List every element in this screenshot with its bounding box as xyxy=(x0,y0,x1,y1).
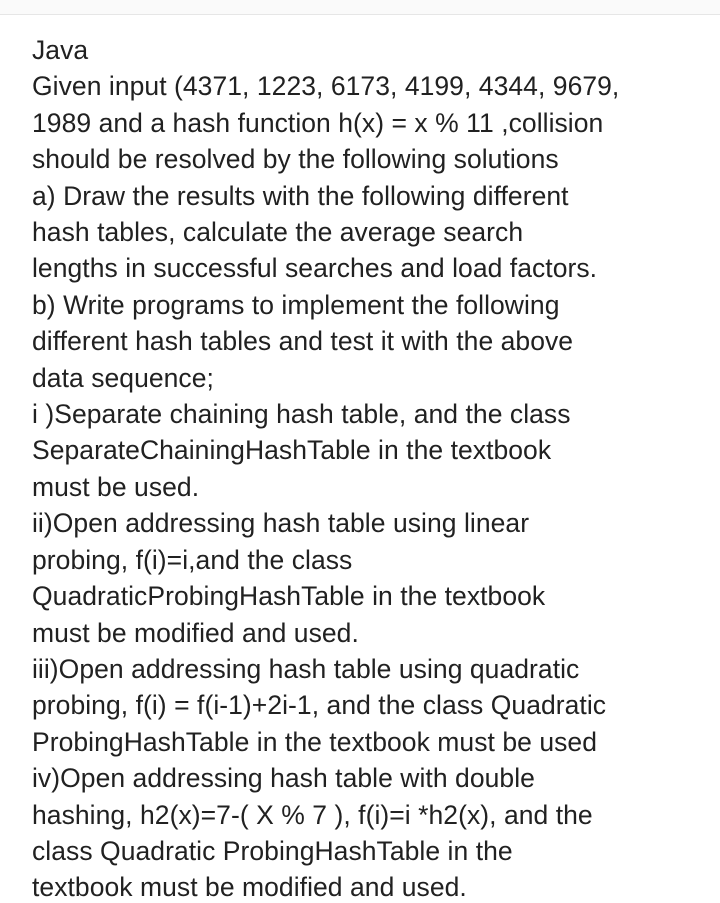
text-line: textbook must be modified and used. xyxy=(32,872,467,903)
text-line-part-a: a) Draw the results with the following different xyxy=(32,180,569,211)
text-line: QuadraticProbingHashTable in the textbook xyxy=(32,581,546,612)
text-line: SeparateChainingHashTable in the textbook xyxy=(32,435,552,466)
text-line: hashing, h2(x)=7-( X % 7 ), f(i)=i *h2(x), and the xyxy=(32,799,593,830)
text-line: must be modified and used. xyxy=(32,617,359,648)
text-line: class Quadratic ProbingHashTable in the xyxy=(32,835,513,866)
text-line-item-iv: iv)Open addressing hash table with double xyxy=(32,763,535,794)
text-line: data sequence; xyxy=(32,362,214,393)
text-line: 1989 and a hash function h(x) = x % 11 ,collision xyxy=(32,107,604,138)
text-line-item-iii: iii)Open addressing hash table using quadratic xyxy=(32,653,580,684)
text-line: should be resolved by the following solutions xyxy=(32,144,559,175)
text-line-part-b: b) Write programs to implement the following xyxy=(32,289,560,320)
text-line: different hash tables and test it with the above xyxy=(32,326,574,357)
text-line: lengths in successful searches and load factors. xyxy=(32,253,598,284)
text-line-item-i: i )Separate chaining hash table, and the class xyxy=(32,399,571,430)
text-line: probing, f(i)=i,and the class xyxy=(32,544,353,575)
text-line: hash tables, calculate the average search xyxy=(32,217,524,248)
text-line: must be used. xyxy=(32,471,200,502)
text-line: probing, f(i) = f(i-1)+2i-1, and the class Quadratic xyxy=(32,690,607,721)
text-line: ProbingHashTable in the textbook must be used xyxy=(32,726,597,757)
question-text xyxy=(32,32,702,903)
top-bar xyxy=(0,0,720,15)
text-line-item-ii: ii)Open addressing hash table using linear xyxy=(32,508,530,539)
text-line: Given input (4371, 1223, 6173, 4199, 4344, 9679, xyxy=(32,71,620,102)
text-line-language: Java xyxy=(32,35,89,65)
